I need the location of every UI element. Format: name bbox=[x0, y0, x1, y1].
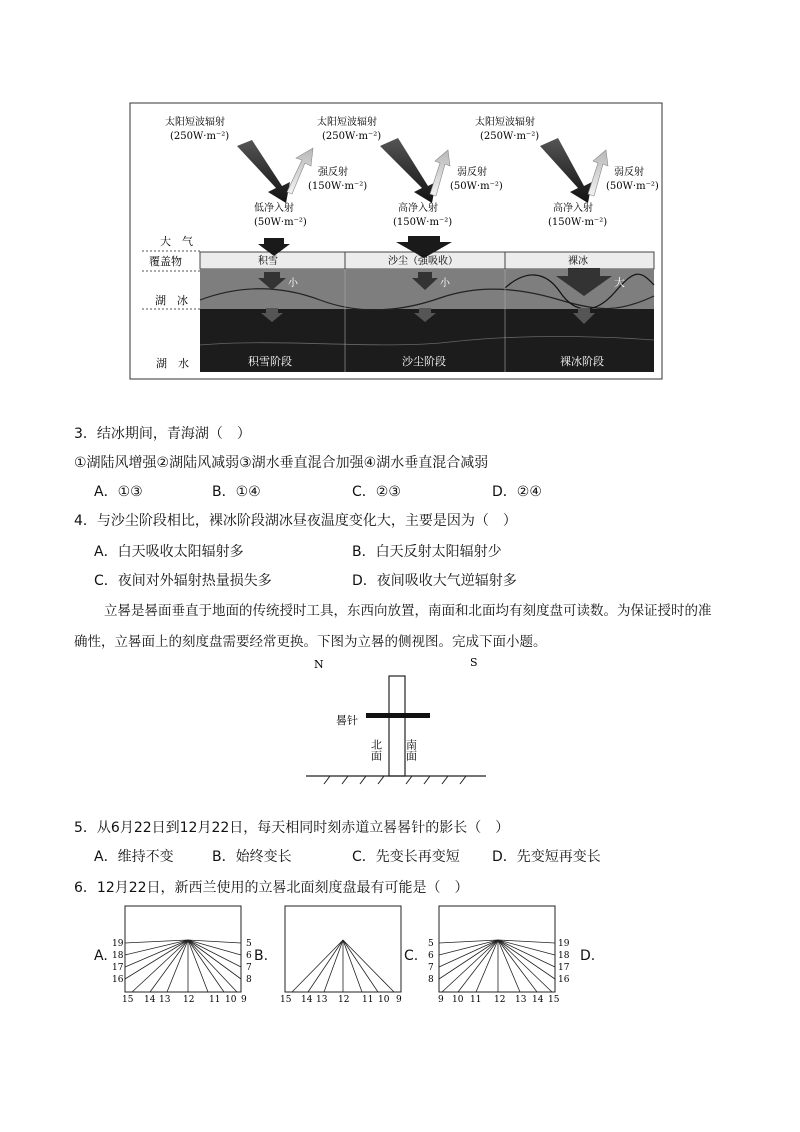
q5-option-a[interactable]: A．维持不变 bbox=[94, 849, 174, 865]
q4-option-d[interactable]: D．夜间吸收大气逆辐射多 bbox=[352, 573, 517, 589]
svg-text:(250W·m⁻²): (250W·m⁻²) bbox=[480, 131, 540, 142]
q6-option-b[interactable]: B. bbox=[254, 948, 269, 964]
svg-text:17: 17 bbox=[112, 963, 124, 973]
svg-text:高净入射: 高净入射 bbox=[398, 203, 438, 214]
svg-text:小: 小 bbox=[288, 278, 298, 289]
svg-text:16: 16 bbox=[558, 975, 570, 985]
q3-option-a[interactable]: A．①③ bbox=[94, 484, 143, 500]
svg-text:14: 14 bbox=[301, 995, 313, 1005]
svg-text:12: 12 bbox=[494, 995, 506, 1005]
solar-radiation-label: 太阳短波辐射 bbox=[165, 117, 225, 128]
cover-label: 积雪 bbox=[258, 256, 278, 267]
svg-text:10: 10 bbox=[225, 995, 237, 1005]
svg-text:12: 12 bbox=[183, 995, 195, 1005]
svg-text:(150W·m⁻²): (150W·m⁻²) bbox=[393, 217, 453, 228]
svg-text:(50W·m⁻²): (50W·m⁻²) bbox=[450, 181, 503, 192]
svg-text:9: 9 bbox=[396, 995, 402, 1005]
q6-option-a[interactable]: A. bbox=[94, 948, 108, 964]
svg-text:6: 6 bbox=[246, 951, 252, 961]
svg-text:低净入射: 低净入射 bbox=[254, 203, 294, 214]
svg-text:弱反射: 弱反射 bbox=[457, 167, 487, 178]
layer-cover: 覆盖物 bbox=[149, 255, 182, 268]
svg-text:(50W·m⁻²): (50W·m⁻²) bbox=[606, 181, 659, 192]
svg-text:6: 6 bbox=[428, 951, 434, 961]
svg-text:13: 13 bbox=[515, 995, 527, 1005]
svg-text:太阳短波辐射: 太阳短波辐射 bbox=[475, 117, 535, 128]
svg-text:11: 11 bbox=[470, 995, 482, 1005]
svg-text:13: 13 bbox=[159, 995, 171, 1005]
q5-option-c[interactable]: C．先变长再变短 bbox=[352, 849, 460, 865]
svg-text:(150W·m⁻²): (150W·m⁻²) bbox=[548, 217, 608, 228]
svg-text:裸冰阶段: 裸冰阶段 bbox=[560, 355, 604, 368]
layer-atmosphere: 大 气 bbox=[160, 235, 193, 248]
svg-text:10: 10 bbox=[452, 995, 464, 1005]
q6-stem: 6．12月22日，新西兰使用的立晷北面刻度盘最有可能是（ ） bbox=[74, 880, 469, 896]
svg-text:19: 19 bbox=[112, 939, 124, 949]
svg-text:11: 11 bbox=[209, 995, 221, 1005]
layer-water: 湖 水 bbox=[156, 357, 189, 370]
q3-option-d[interactable]: D．②④ bbox=[492, 484, 542, 500]
svg-text:9: 9 bbox=[241, 995, 247, 1005]
sundial-plate bbox=[389, 676, 405, 776]
svg-text:裸冰: 裸冰 bbox=[568, 256, 588, 267]
svg-text:15: 15 bbox=[122, 995, 134, 1005]
q4-stem: 4．与沙尘阶段相比，裸冰阶段湖冰昼夜温度变化大，主要是因为（ ） bbox=[74, 513, 517, 529]
q3-option-b[interactable]: B．①④ bbox=[212, 484, 261, 500]
svg-text:9: 9 bbox=[438, 995, 444, 1005]
q3-statements: ①湖陆风增强②湖陆风减弱③湖水垂直混合加强④湖水垂直混合减弱 bbox=[74, 455, 489, 471]
svg-text:(150W·m⁻²): (150W·m⁻²) bbox=[308, 181, 368, 192]
svg-text:5: 5 bbox=[246, 939, 252, 949]
q4-option-b[interactable]: B．白天反射太阳辐射少 bbox=[352, 544, 502, 560]
svg-text:(250W·m⁻²): (250W·m⁻²) bbox=[322, 131, 382, 142]
layer-ice: 湖 冰 bbox=[155, 294, 188, 307]
dial-a[interactable] bbox=[110, 905, 260, 1005]
q5-option-d[interactable]: D．先变短再变长 bbox=[492, 849, 601, 865]
svg-text:(250W·m⁻²): (250W·m⁻²) bbox=[170, 131, 230, 142]
svg-text:弱反射: 弱反射 bbox=[614, 167, 644, 178]
svg-text:7: 7 bbox=[246, 963, 252, 973]
svg-text:14: 14 bbox=[532, 995, 544, 1005]
north-face-label: 北面 bbox=[369, 739, 383, 761]
sundial-passage: 立晷是晷面垂直于地面的传统授时工具，东西向放置，南面和北面均有刻度盘可读数。为保证授时的准确性，立晷面上的刻度盘需要经常更换。下图为立晷的侧视图。完成下面小题。 bbox=[74, 603, 712, 650]
q6-option-d[interactable]: D. bbox=[580, 948, 596, 964]
svg-text:16: 16 bbox=[112, 975, 124, 985]
svg-text:8: 8 bbox=[428, 975, 434, 985]
svg-text:10: 10 bbox=[378, 995, 390, 1005]
svg-text:沙尘阶段: 沙尘阶段 bbox=[402, 355, 446, 368]
svg-text:15: 15 bbox=[548, 995, 560, 1005]
svg-text:15: 15 bbox=[280, 995, 292, 1005]
gnomon-needle bbox=[366, 713, 430, 718]
svg-text:14: 14 bbox=[144, 995, 156, 1005]
svg-text:19: 19 bbox=[558, 939, 570, 949]
svg-text:17: 17 bbox=[558, 963, 570, 973]
svg-text:18: 18 bbox=[558, 951, 570, 961]
svg-text:11: 11 bbox=[362, 995, 374, 1005]
svg-text:沙尘（强吸收）: 沙尘（强吸收） bbox=[388, 256, 458, 267]
svg-text:12: 12 bbox=[338, 995, 350, 1005]
q3-stem: 3．结冰期间，青海湖（ ） bbox=[74, 426, 251, 442]
svg-text:小: 小 bbox=[440, 278, 450, 289]
svg-text:高净入射: 高净入射 bbox=[553, 203, 593, 214]
lake-ice-radiation-diagram bbox=[0, 0, 800, 400]
q5-option-b[interactable]: B．始终变长 bbox=[212, 849, 292, 865]
svg-text:7: 7 bbox=[428, 963, 434, 973]
svg-text:5: 5 bbox=[428, 939, 434, 949]
north-label: N bbox=[314, 658, 324, 671]
svg-text:18: 18 bbox=[112, 951, 124, 961]
svg-text:太阳短波辐射: 太阳短波辐射 bbox=[317, 117, 377, 128]
q6-option-c[interactable]: C. bbox=[404, 948, 419, 964]
dial-c[interactable] bbox=[424, 905, 574, 1005]
svg-text:强反射: 强反射 bbox=[318, 167, 348, 178]
svg-text:大: 大 bbox=[614, 276, 625, 289]
q5-stem: 5．从6月22日到12月22日，每天相同时刻赤道立晷晷针的影长（ ） bbox=[74, 820, 510, 836]
svg-text:8: 8 bbox=[246, 975, 252, 985]
needle-label: 晷针 bbox=[336, 714, 358, 727]
q4-option-c[interactable]: C．夜间对外辐射热量损失多 bbox=[94, 573, 272, 589]
sundial-side-view bbox=[300, 652, 500, 787]
svg-text:13: 13 bbox=[316, 995, 328, 1005]
south-face-label: 南面 bbox=[404, 739, 418, 761]
q4-option-a[interactable]: A．白天吸收太阳辐射多 bbox=[94, 544, 244, 560]
south-label: S bbox=[470, 656, 478, 669]
svg-text:(50W·m⁻²): (50W·m⁻²) bbox=[254, 217, 307, 228]
q3-option-c[interactable]: C．②③ bbox=[352, 484, 401, 500]
dial-b[interactable] bbox=[270, 905, 420, 1005]
stage-name: 积雪阶段 bbox=[248, 355, 292, 368]
